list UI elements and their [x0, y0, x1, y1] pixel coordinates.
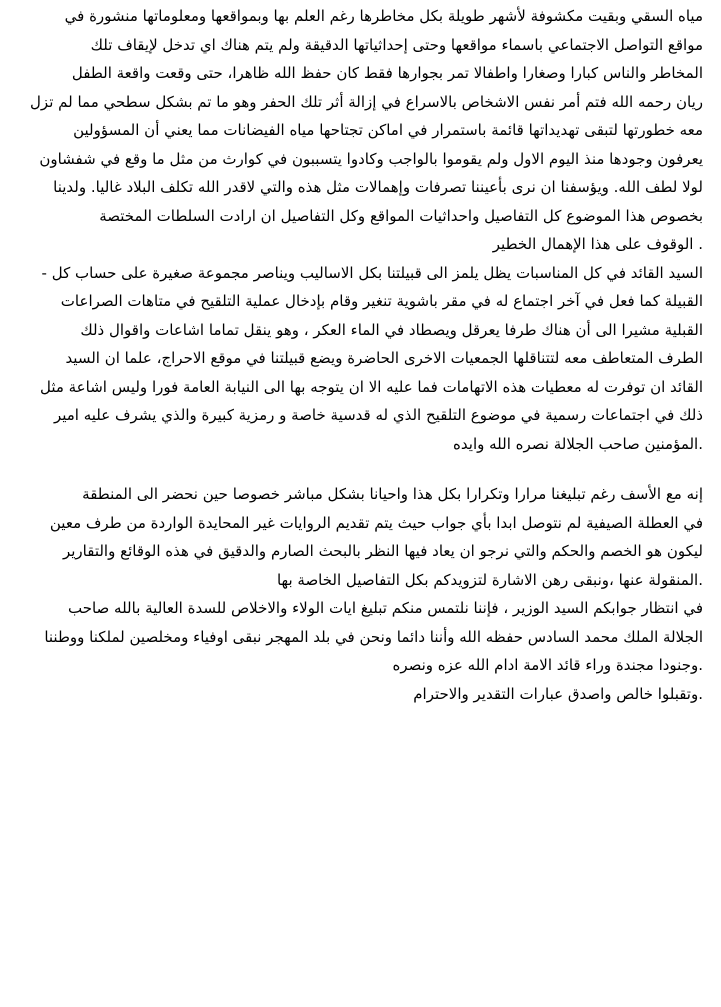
text-line: القائد ان توفرت له معطيات هذه الاتهامات فما عليه الا ان يتوجه بها الى النيابة العامة فورا وليس اشاعة مثل [39, 377, 703, 396]
text-line: ليكون هو الخصم والحكم والتي نرجو ان يعاد فيها النظر بالبحث الصارم والدقيق في هذه الوقائع والتقارير [62, 542, 703, 560]
paragraph-gap [14, 458, 703, 480]
paragraph-2 [14, 259, 703, 459]
text-line: إنه مع الأسف رغم تبليغنا مرارا وتكرارا بكل هذا واحيانا بشكل مباشر خصوصا حين نحضر الى المنطقة [82, 485, 703, 503]
text-line: الجلالة الملك محمد السادس حفظه الله وأننا دائما ونحن في بلد المهجر نبقى اوفياء ومخلصين لملكنا ووطننا [44, 627, 703, 646]
text-line: مياه السقي وبقيت مكشوفة لأشهر طويلة بكل مخاطرها رغم العلم بها وبمواقعها ومعلوماتها منشورة في [64, 7, 703, 25]
text-line: المخاطر والناس كبارا وصغارا واطفالا تمر بجوارها فقط كان حفظ الله ظاهرا، حتى وقعت واقعة الطفل [71, 64, 703, 82]
text-line: ريان رحمه الله فتم أمر نفس الاشخاص بالاسراع في إزالة أثر تلك الحفر وهو ما تم بشكل سطحي مما لم تزل [30, 92, 703, 111]
text-line: . الوقوف على هذا الإهمال الخطير [492, 235, 703, 253]
text-line: مواقع التواصل الاجتماعي باسماء مواقعها وحتى إحداثياتها الدقيقة ولم يتم هناك اي تدخل لإيقاف تلك [90, 35, 703, 54]
text-line: معه خطورتها لتبقى تهديداتها قائمة باستمرار في اماكن تجتاحها مياه الفيضانات مما يعني أن المسؤولين [73, 121, 703, 139]
text-line: .وتقبلوا خالص واصدق عبارات التقدير والاحترام [413, 684, 703, 703]
text-line: يعرفون وجودها منذ اليوم الاول ولم يقوموا بالواجب وكادوا يتسببون في كوارث من مثل ما وقع في شفشاون [39, 149, 703, 168]
text-line: القبلية مشيرا الى أن هناك طرفا يعرقل ويصطاد في الماء العكر ، وهو ينقل تماما اشاعات واقوال ذلك [80, 320, 703, 339]
text-line: لولا لطف الله. ويؤسفنا ان نرى بأعيننا تصرفات وإهمالات مثل هذه والتي لاقدر الله تكلف البلاد غاليا. ولدينا [53, 178, 703, 196]
text-line: .المنقولة عنها ،ونبقى رهن الاشارة لتزويدكم بكل التفاصيل الخاصة بها [276, 570, 703, 589]
text-line: .المؤمنين صاحب الجلالة نصره الله وايده [453, 434, 703, 453]
text-line: بخصوص هذا الموضوع كل التفاصيل واحداثيات المواقع وكل التفاصيل ان ارادت السلطات المختصة [99, 206, 703, 225]
text-line: في انتظار جوابكم السيد الوزير ، فإننا نلتمس منكم تبليغ ايات الولاء والاخلاص للسدة العالية بالله صاحب [67, 599, 703, 617]
text-line: الطرف المتعاطف معه لتتناقلها الجمعيات الاخرى الحاضرة ويضع قبيلتنا في موقع الاحراج، علما ان السيد [65, 349, 703, 367]
paragraph-3 [14, 480, 703, 708]
text-line: .وجنودا مجندة وراء قائد الامة ادام الله عزه ونصره [392, 656, 703, 674]
text-line: ذلك في اجتماعات رسمية في موضوع التلقيح الذي له قدسية خاصة و رمزية كبيرة والذي يشرف عليه امير [53, 406, 703, 424]
paragraph-1 [14, 2, 703, 259]
text-line: السيد القائد في كل المناسبات يظل يلمز الى قبيلتنا بكل الاساليب ويناصر مجموعة صغيرة على حساب كل - [41, 263, 703, 282]
text-line: في العطلة الصيفية لم نتوصل ابدا بأي جواب حيث يتم تقديم الروايات غير المحايدة الواردة من طرف معين [49, 513, 703, 532]
text-line: القبيلة كما فعل في آخر اجتماع له في مقر باشوية تنغير وقام بإدخال عملية التلقيح في متاهات الصراعات [60, 292, 703, 310]
